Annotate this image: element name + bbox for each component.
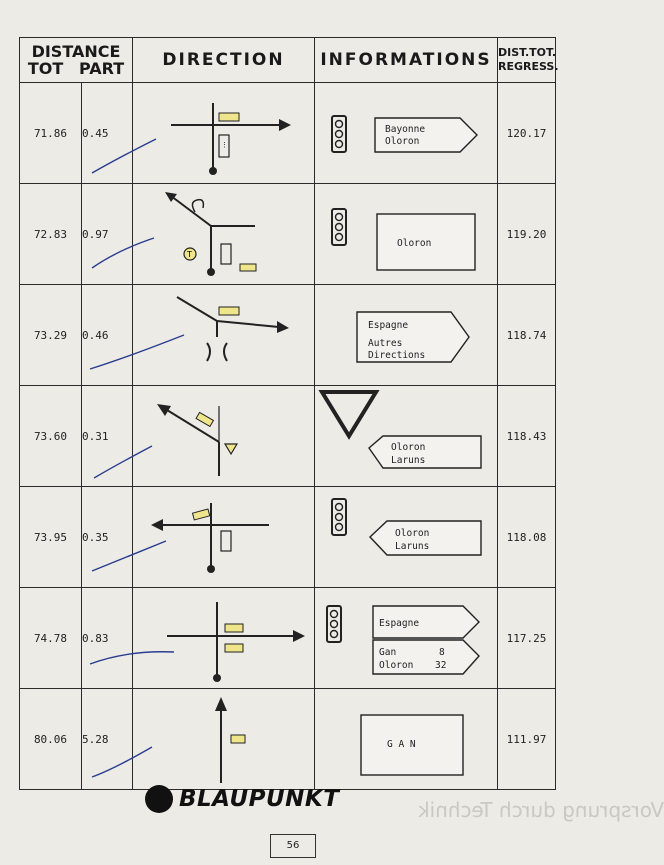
brand-name: BLAUPUNKT — [179, 786, 340, 812]
tot-distance: 72.83 — [20, 184, 82, 285]
sign-text: 8 — [439, 647, 445, 658]
table-row — [20, 83, 556, 184]
junction-diagram — [133, 588, 315, 688]
direction-diagram — [133, 285, 315, 386]
table-row — [20, 386, 556, 487]
junction-diagram — [133, 83, 315, 183]
part-distance — [82, 285, 133, 386]
yield-sign-icon — [225, 444, 237, 454]
arrow-right-icon — [277, 321, 289, 333]
header-distance-label: DISTANCE — [31, 42, 121, 61]
information-cell — [315, 83, 498, 184]
direction-diagram — [133, 487, 315, 588]
tot-distance: 74.78 — [20, 588, 82, 689]
regress-distance: 111.97 — [498, 689, 556, 790]
regress-distance: 118.43 — [498, 386, 556, 487]
sign-text: 32 — [435, 660, 447, 671]
sign-text: Bayonne — [385, 124, 426, 135]
header-tot: TOT — [27, 59, 64, 78]
part-value: 0.97 — [82, 227, 109, 241]
sign-text: Espagne — [379, 618, 420, 629]
sign-text: Gan — [379, 647, 397, 658]
highlighted-sign-icon — [219, 113, 239, 121]
part-distance — [82, 184, 133, 285]
roundabout-marker-text: T — [187, 250, 192, 259]
tot-distance: 73.60 — [20, 386, 82, 487]
regress-distance: 118.74 — [498, 285, 556, 386]
highlighted-sign-icon — [225, 644, 243, 652]
svg-text:⋮: ⋮ — [221, 141, 228, 149]
part-value: 0.45 — [82, 126, 109, 140]
header-informations: INFORMATIONS — [315, 38, 498, 83]
information-signs — [315, 386, 498, 486]
highlighted-sign-icon — [225, 624, 243, 632]
highlighted-sign-icon — [219, 307, 239, 315]
sign-text: Oloron — [397, 238, 432, 249]
information-signs — [315, 83, 498, 183]
traffic-light-icon — [221, 531, 231, 551]
direction-diagram — [133, 689, 315, 790]
junction-diagram — [133, 487, 315, 587]
direction-diagram — [133, 386, 315, 487]
junction-diagram — [133, 285, 315, 385]
information-signs — [315, 689, 498, 789]
header-distance — [20, 38, 133, 83]
regress-distance: 117.25 — [498, 588, 556, 689]
traffic-light-icon — [327, 606, 341, 642]
ghost-slogan: Vorsprung durch Technik — [418, 798, 664, 822]
direction-diagram — [133, 83, 315, 184]
arrow-right-icon — [279, 119, 291, 131]
part-distance — [82, 689, 133, 790]
direction-diagram — [133, 588, 315, 689]
junction-diagram — [133, 689, 315, 789]
table-row — [20, 184, 556, 285]
information-cell — [315, 588, 498, 689]
header-part: PART — [78, 59, 125, 78]
information-cell — [315, 689, 498, 790]
highlighted-sign-icon — [231, 735, 245, 743]
yield-sign-icon — [322, 392, 376, 436]
highlighted-sign-icon — [192, 509, 209, 520]
table-row — [20, 487, 556, 588]
tot-distance: 80.06 — [20, 689, 82, 790]
information-signs — [315, 184, 498, 284]
sign-text: Oloron — [395, 528, 430, 539]
part-distance — [82, 588, 133, 689]
sign-text: Oloron — [385, 136, 420, 147]
regress-distance: 118.08 — [498, 487, 556, 588]
junction-diagram — [133, 386, 315, 486]
sign-text: Laruns — [395, 541, 430, 552]
sign-text: Oloron — [379, 660, 414, 671]
table-row — [20, 285, 556, 386]
sign-text: Autres — [368, 338, 403, 349]
arrow-left-icon — [151, 519, 163, 531]
arrow-up-icon — [215, 697, 227, 711]
traffic-light-icon — [332, 116, 346, 152]
part-value: 5.28 — [82, 732, 109, 746]
sign-text: Oloron — [391, 442, 426, 453]
header-direction: DIRECTION — [133, 38, 315, 83]
highlighted-sign-icon — [196, 412, 213, 426]
regress-distance: 119.20 — [498, 184, 556, 285]
part-value: 0.35 — [82, 530, 109, 544]
information-cell — [315, 386, 498, 487]
header-dist-tot-label: DIST.TOT. — [498, 46, 557, 59]
information-cell — [315, 184, 498, 285]
header-regress-label: REGRESS. — [498, 60, 559, 73]
information-cell — [315, 487, 498, 588]
table-row — [20, 689, 556, 790]
page-number: 56 — [270, 834, 316, 858]
part-distance — [82, 83, 133, 184]
junction-diagram — [133, 184, 315, 284]
sign-text: Espagne — [368, 320, 409, 331]
direction-diagram — [133, 184, 315, 285]
information-signs — [315, 285, 498, 385]
tot-distance: 71.86 — [20, 83, 82, 184]
information-signs — [315, 487, 498, 587]
part-value: 0.46 — [82, 328, 109, 342]
header-dist-regress — [498, 38, 559, 83]
arrow-right-icon — [293, 630, 305, 642]
part-value: 0.83 — [82, 631, 109, 645]
traffic-light-icon — [221, 244, 231, 264]
tot-distance: 73.95 — [20, 487, 82, 588]
header-row — [20, 38, 556, 83]
traffic-light-icon — [332, 499, 346, 535]
blaupunkt-dot-icon — [145, 785, 173, 813]
roadbook-table — [19, 37, 559, 790]
arrow-up-left-icon — [165, 192, 177, 202]
sign-text: Directions — [368, 350, 426, 361]
highlighted-sign-icon — [240, 264, 256, 271]
traffic-light-icon — [332, 209, 346, 245]
part-distance — [82, 487, 133, 588]
regress-distance: 120.17 — [498, 83, 556, 184]
table-row — [20, 588, 556, 689]
sign-text: G A N — [387, 739, 416, 750]
information-signs — [315, 588, 498, 688]
tot-distance: 73.29 — [20, 285, 82, 386]
information-cell — [315, 285, 498, 386]
part-value: 0.31 — [82, 429, 109, 443]
brand-logo — [145, 785, 339, 813]
start-dot-icon — [209, 167, 217, 175]
sign-text: Laruns — [391, 455, 426, 466]
part-distance — [82, 386, 133, 487]
